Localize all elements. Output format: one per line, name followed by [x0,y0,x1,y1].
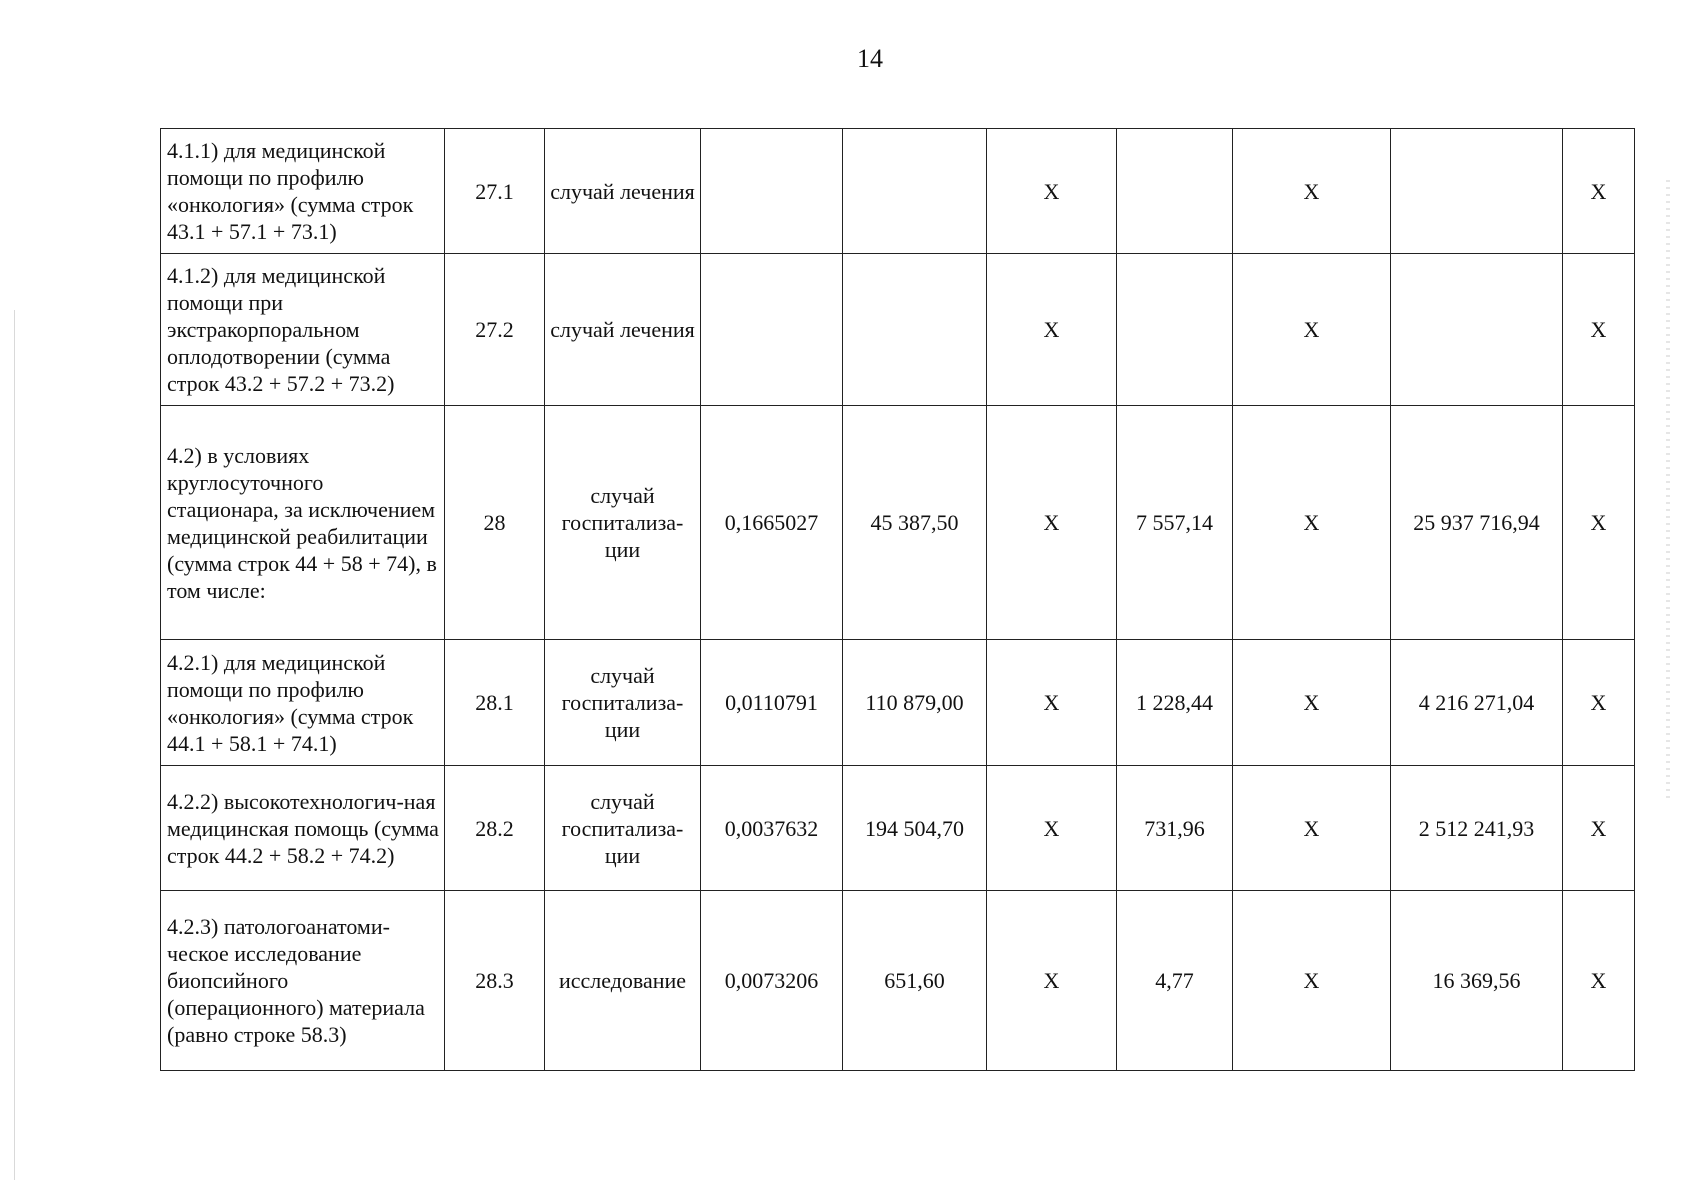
row-value-cell: X [987,406,1117,640]
row-value-cell [1391,129,1563,254]
row-value-cell: X [1233,640,1391,766]
row-value-cell: X [1233,766,1391,891]
row-description: 4.2.3) патологоанатоми-ческое исследование биопсийного (операционного) материала (равно строке 58.3) [161,891,445,1071]
row-value-cell: 0,0073206 [701,891,843,1071]
row-code: 28.3 [445,891,545,1071]
row-value-cell: X [1233,254,1391,406]
row-value-cell: 45 387,50 [843,406,987,640]
table-row [161,254,1635,406]
row-value-cell: 651,60 [843,891,987,1071]
row-value-cell [701,254,843,406]
row-value-cell: 194 504,70 [843,766,987,891]
row-value-cell: 2 512 241,93 [1391,766,1563,891]
row-value-cell: X [1563,254,1635,406]
table-row [161,640,1635,766]
table-row [161,129,1635,254]
row-value-cell [1391,254,1563,406]
table-row [161,766,1635,891]
row-unit: исследование [545,891,701,1071]
row-description: 4.2) в условиях круглосуточного стационара, за исключением медицинской реабилитации (сумма строк 44 + 58 + 74), в том числе: [161,406,445,640]
row-value-cell: X [1563,766,1635,891]
data-table [160,128,1635,1071]
row-value-cell: X [1233,406,1391,640]
row-value-cell: 16 369,56 [1391,891,1563,1071]
row-value-cell: X [1563,640,1635,766]
row-value-cell [843,254,987,406]
row-value-cell: X [1563,406,1635,640]
row-description: 4.1.2) для медицинской помощи при экстракорпоральном оплодотворении (сумма строк 43.2 + 57.2 + 73.2) [161,254,445,406]
table-body [161,129,1635,1071]
row-unit: случай госпитализа-ции [545,406,701,640]
scan-artifact-noise [1666,180,1670,800]
row-value-cell [701,129,843,254]
row-value-cell: X [987,640,1117,766]
row-value-cell: X [1233,129,1391,254]
row-value-cell: X [1233,891,1391,1071]
row-value-cell: 0,1665027 [701,406,843,640]
scan-artifact-line [14,310,15,1180]
row-value-cell: 4,77 [1117,891,1233,1071]
row-unit: случай госпитализа-ции [545,766,701,891]
row-value-cell: X [987,129,1117,254]
row-value-cell: 25 937 716,94 [1391,406,1563,640]
row-unit: случай лечения [545,129,701,254]
row-value-cell: X [1563,891,1635,1071]
row-value-cell: 110 879,00 [843,640,987,766]
row-value-cell: 7 557,14 [1117,406,1233,640]
row-value-cell: 731,96 [1117,766,1233,891]
row-value-cell: 0,0037632 [701,766,843,891]
row-code: 28 [445,406,545,640]
row-value-cell [1117,254,1233,406]
row-description: 4.2.2) высокотехнологич-ная медицинская помощь (сумма строк 44.2 + 58.2 + 74.2) [161,766,445,891]
row-code: 28.2 [445,766,545,891]
row-value-cell: X [987,254,1117,406]
row-value-cell [843,129,987,254]
row-code: 27.2 [445,254,545,406]
row-description: 4.2.1) для медицинской помощи по профилю «онкология» (сумма строк 44.1 + 58.1 + 74.1) [161,640,445,766]
row-code: 28.1 [445,640,545,766]
row-value-cell: 1 228,44 [1117,640,1233,766]
table-row [161,406,1635,640]
page-number: 14 [857,44,883,73]
row-unit: случай госпитализа-ции [545,640,701,766]
row-value-cell: 4 216 271,04 [1391,640,1563,766]
row-value-cell: X [1563,129,1635,254]
row-value-cell: X [987,766,1117,891]
row-unit: случай лечения [545,254,701,406]
row-code: 27.1 [445,129,545,254]
row-value-cell: 0,0110791 [701,640,843,766]
row-description: 4.1.1) для медицинской помощи по профилю «онкология» (сумма строк 43.1 + 57.1 + 73.1) [161,129,445,254]
row-value-cell [1117,129,1233,254]
table-row [161,891,1635,1071]
row-value-cell: X [987,891,1117,1071]
